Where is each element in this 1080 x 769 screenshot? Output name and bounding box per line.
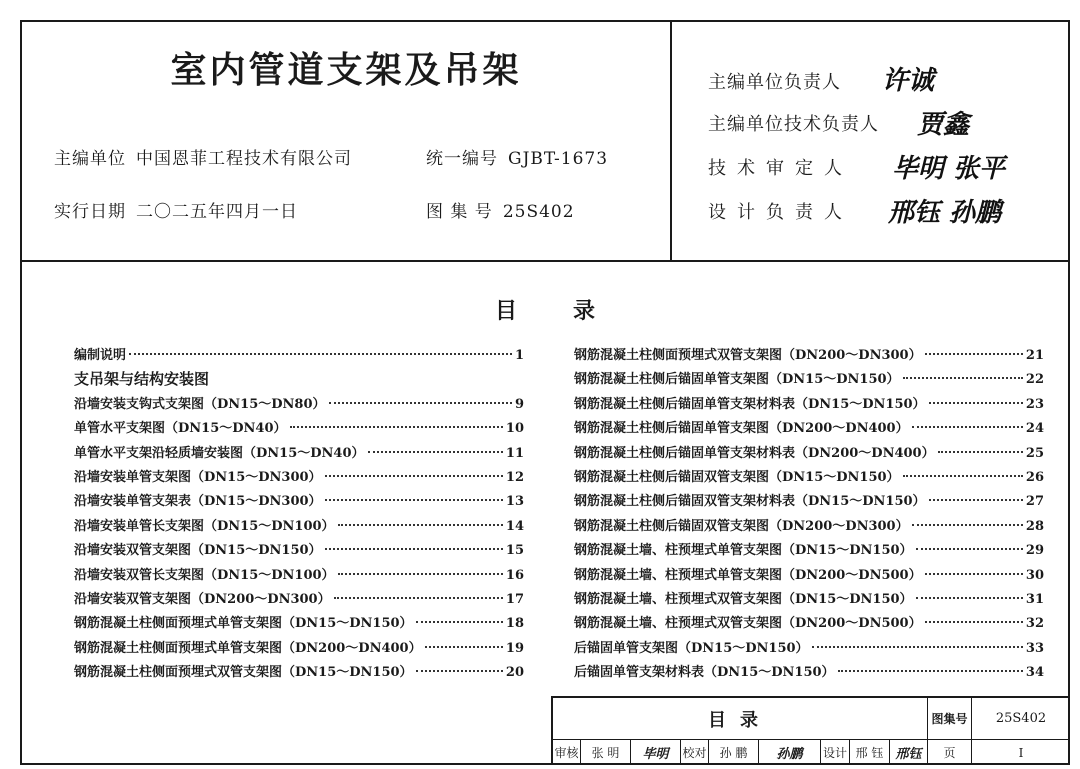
toc-entry-page: 9 [514,396,524,412]
toc-section-heading [74,368,524,392]
title-block [551,696,1070,765]
responsible-label: 设计负责人 [708,202,853,223]
editor-unit [54,144,352,169]
toc-leader-dots [425,646,503,648]
toc-entry-title: 支吊架与结构安装图 [74,370,210,389]
responsible-row-reviewer [708,154,868,180]
toc-entry-title: 沿墙安装支钩式支架图（DN15～DN80） [74,396,326,412]
toc-leader-dots [903,475,1023,477]
toc-leader-dots [290,426,503,428]
header-left [22,22,672,260]
toc-entry-page: 15 [505,543,524,559]
toc-entry [74,490,524,514]
toc-entry-page: 13 [505,494,524,510]
toc-entry-title: 单管水平支架图（DN15～DN40） [74,421,287,437]
toc-entry [574,588,1044,612]
toc-entry-title: 沿墙安装双管长支架图（DN15～DN100） [74,567,335,583]
editor-unit-label: 主编单位 [54,149,126,169]
toc-entry-page: 11 [505,445,524,461]
toc-entry-title: 钢筋混凝土柱侧后锚固双管支架图（DN200～DN300） [574,518,909,534]
toc-leader-dots [925,621,1023,623]
toc-entry [74,539,524,563]
toc-entry-page: 33 [1025,640,1044,656]
toc-entry [74,588,524,612]
toc-entry-title: 后锚固单管支架图（DN15～DN150） [574,640,809,656]
toc-title-char: 录 [573,298,596,324]
title-block-atlas-label: 图集号 [928,698,972,740]
toc-entry-page: 18 [505,616,524,632]
toc-entry-page: 23 [1025,396,1044,412]
signature-chief-unit: 许诚 [882,66,935,96]
toc-entry [574,612,1044,636]
toc-entry-title: 钢筋混凝土柱侧后锚固单管支架材料表（DN200～DN400） [574,445,935,461]
toc-leader-dots [925,353,1023,355]
toc-leader-dots [812,646,1023,648]
toc-leader-dots [325,475,503,477]
review-label: 审核 [553,740,581,765]
toc-left-column [74,344,524,685]
toc-entry [574,637,1044,661]
signature-reviewer: 毕明 张平 [892,154,1006,184]
toc-entry-title: 钢筋混凝土柱侧面预埋式双管支架图（DN15～DN150） [74,665,413,681]
book-title: 室内管道支架及吊架 [170,49,522,91]
toc-entry-title: 钢筋混凝土墙、柱预埋式双管支架图（DN15～DN150） [574,591,913,607]
toc-entry-page: 16 [505,567,524,583]
atlas-number-label: 图 集 号 [426,202,493,222]
unified-number-value: GJBT-1673 [508,149,609,169]
toc-leader-dots [916,548,1023,550]
review-name: 张 明 [581,740,631,765]
toc-entry-title: 单管水平支架沿轻质墙安装图（DN15～DN40） [74,445,365,461]
unified-number [426,144,608,169]
responsible-row-designer [708,198,868,224]
toc-entry-title: 钢筋混凝土墙、柱预埋式单管支架图（DN200～DN500） [574,567,922,583]
toc-entry-title: 钢筋混凝土柱侧后锚固单管支架材料表（DN15～DN150） [574,396,926,412]
effective-date-value: 二〇二五年四月一日 [136,202,298,222]
toc-entry [574,393,1044,417]
toc-title [22,294,1068,325]
toc-right-column [574,344,1044,685]
atlas-number-value: 25S402 [502,202,575,222]
toc-entry [74,564,524,588]
toc-leader-dots [325,499,503,501]
toc-entry [574,661,1044,685]
page-value: I [1018,745,1024,760]
toc-entry-page: 17 [505,591,524,607]
toc-entry-page: 1 [514,348,524,363]
toc-entry-title: 钢筋混凝土柱侧后锚固单管支架图（DN200～DN400） [574,421,909,437]
toc-leader-dots [325,548,503,550]
check-label: 校对 [681,740,709,765]
toc-entry-page: 26 [1025,469,1044,485]
toc-entry-page: 21 [1025,348,1044,363]
toc-leader-dots [416,670,503,672]
toc-entry-title: 钢筋混凝土柱侧面预埋式单管支架图（DN200～DN400） [74,640,422,656]
toc-leader-dots [912,426,1023,428]
toc-entry-page: 27 [1025,494,1044,510]
title-block-atlas-value: 25S402 [972,698,1070,740]
toc-entry-title: 沿墙安装单管支架图（DN15～DN300） [74,469,322,485]
toc-entry [574,417,1044,441]
responsible-label: 技术审定人 [708,158,853,179]
signature-designer: 邢钰 孙鹏 [888,198,1002,228]
atlas-number [426,197,575,222]
toc-entry-title: 沿墙安装单管支架表（DN15～DN300） [74,494,322,510]
toc-leader-dots [838,670,1023,672]
toc-entry-title: 沿墙安装双管支架图（DN200～DN300） [74,591,331,607]
toc-entry [574,515,1044,539]
toc-entry [74,515,524,539]
toc-entry-page: 30 [1025,567,1044,583]
toc-entry-title: 钢筋混凝土柱侧面预埋式单管支架图（DN15～DN150） [74,616,413,632]
toc-entry-page: 32 [1025,616,1044,632]
toc-entry-title: 后锚固单管支架材料表（DN15～DN150） [574,665,835,681]
toc-entry-title: 钢筋混凝土柱侧后锚固双管支架材料表（DN15～DN150） [574,494,926,510]
effective-date-label: 实行日期 [54,202,126,222]
effective-date [54,197,298,222]
toc-entry [574,368,1044,392]
toc-entry-title: 钢筋混凝土柱侧后锚固单管支架图（DN15～DN150） [574,372,900,388]
toc-entry-title: 钢筋混凝土墙、柱预埋式单管支架图（DN15～DN150） [574,543,913,559]
toc-entry-page: 28 [1025,518,1044,534]
drawing-frame [20,20,1070,765]
title-block-main-title: 目录 [553,698,928,740]
toc-title-char: 目 [494,298,517,324]
design-label: 设计 [821,740,850,765]
toc-entry [74,417,524,441]
toc-entry-title: 钢筋混凝土柱侧后锚固双管支架图（DN15～DN150） [574,469,900,485]
toc-entry-page: 20 [505,665,524,681]
toc-entry [74,393,524,417]
toc-leader-dots [912,524,1023,526]
toc-entry [74,344,524,368]
toc-entry-page: 14 [505,518,524,534]
toc-entry [574,442,1044,466]
toc-entry-page: 22 [1025,372,1044,388]
review-signature: 毕明 [631,740,681,765]
check-signature: 孙鹏 [759,740,821,765]
signature-chief-tech: 贾鑫 [917,110,970,140]
toc-leader-dots [329,402,512,404]
design-signature: 邢钰 [890,740,928,765]
title-block-sign-row [553,740,1070,765]
toc-entry-page: 12 [505,469,524,485]
toc-leader-dots [929,402,1023,404]
responsible-row-chief-tech [708,110,879,136]
toc-entry [574,539,1044,563]
toc-leader-dots [338,573,503,575]
editor-unit-value: 中国恩菲工程技术有限公司 [136,149,352,169]
toc-entry-title: 钢筋混凝土柱侧面预埋式双管支架图（DN200～DN300） [574,348,922,363]
responsible-row-chief-unit [708,68,868,94]
toc-entry-title: 沿墙安装单管长支架图（DN15～DN100） [74,518,335,534]
responsible-label: 主编单位技术负责人 [708,114,879,135]
toc-entry [574,564,1044,588]
toc-entry [74,661,524,685]
toc-entry-page: 10 [505,421,524,437]
toc-entry [574,344,1044,368]
toc-entry [574,490,1044,514]
toc-entry [74,442,524,466]
responsible-label: 主编单位负责人 [708,72,841,93]
page-label: 页 [928,740,972,765]
toc-leader-dots [916,597,1023,599]
unified-number-label: 统一编号 [426,149,498,169]
toc-leader-dots [903,377,1023,379]
check-name: 孙 鹏 [709,740,759,765]
design-name: 邢 钰 [850,740,890,765]
toc-leader-dots [416,621,503,623]
toc-entry-title: 沿墙安装双管支架图（DN15～DN150） [74,543,322,559]
toc-leader-dots [129,353,512,355]
toc-entry [74,466,524,490]
toc-entry [74,637,524,661]
toc-entry-title: 编制说明 [74,348,127,363]
toc-leader-dots [338,524,503,526]
toc-entry [574,466,1044,490]
toc-entry-page: 25 [1025,445,1044,461]
toc-entry-page: 29 [1025,543,1044,559]
toc-leader-dots [938,451,1023,453]
toc-entry-page: 31 [1025,591,1044,607]
toc-leader-dots [929,499,1023,501]
toc-entry-page: 34 [1025,665,1044,681]
toc-leader-dots [334,597,503,599]
toc-entry-page: 19 [505,640,524,656]
toc-leader-dots [368,451,503,453]
toc-entry-page: 24 [1025,421,1044,437]
toc-leader-dots [925,573,1023,575]
toc-entry-title: 钢筋混凝土墙、柱预埋式双管支架图（DN200～DN500） [574,616,922,632]
toc-entry [74,612,524,636]
